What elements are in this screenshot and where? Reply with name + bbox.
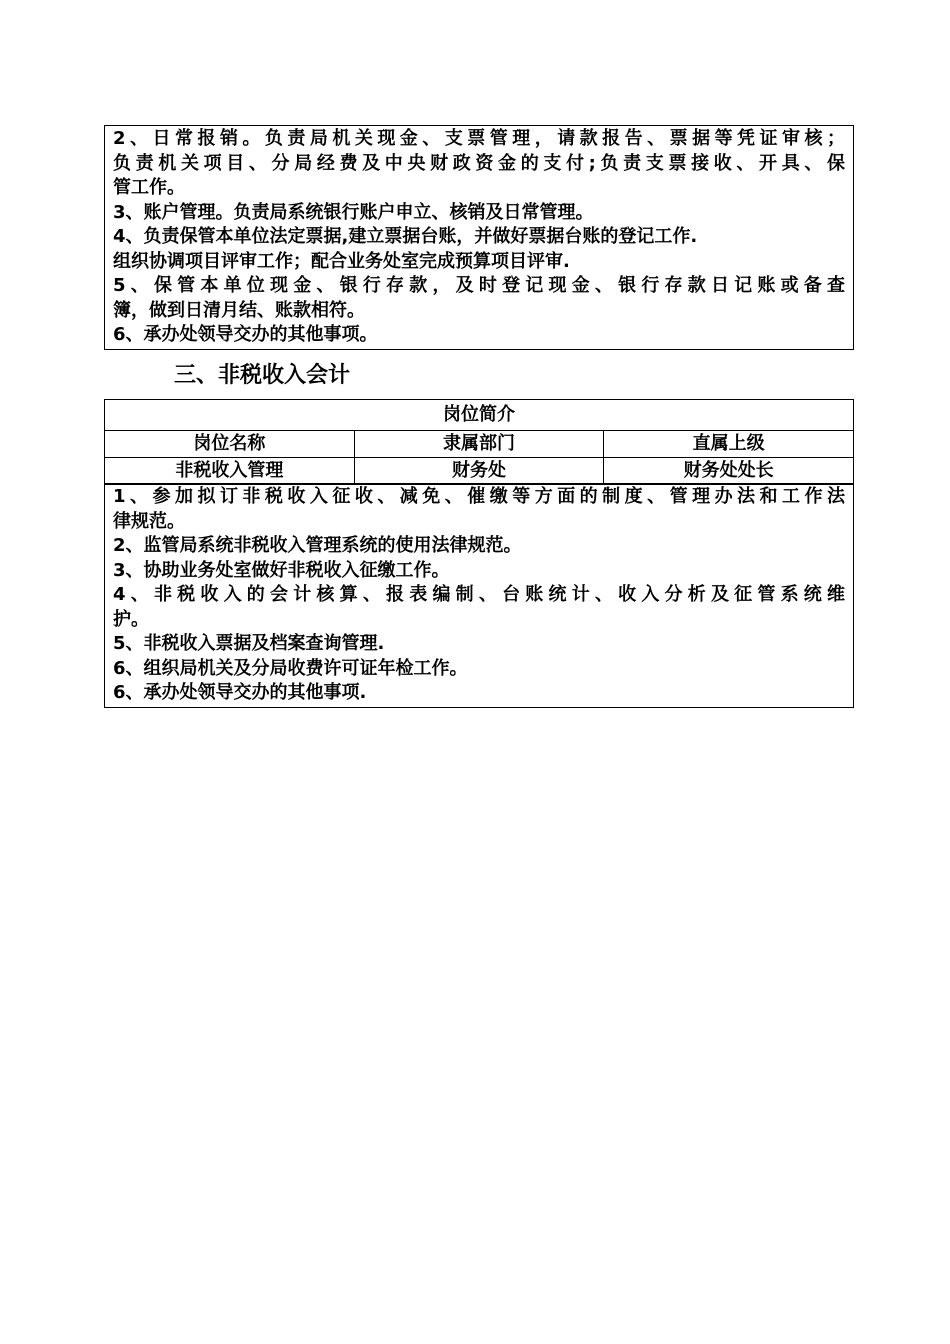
section-heading: 三、非税收入会计 <box>174 363 351 388</box>
duty-line: 管工作。 <box>113 177 185 198</box>
duty-line: 4、非税收入的会计核算、报表编制、台账统计、收入分析及征管系统维 <box>113 584 845 605</box>
value-department: 财务处 <box>354 458 604 485</box>
duty-line: 护。 <box>113 608 149 630</box>
duty-line: 6、组织局机关及分局收费许可证年检工作。 <box>113 657 468 679</box>
duty-line: 6、承办处领导交办的其他事项。 <box>113 324 378 345</box>
value-position-name: 非税收入管理 <box>105 458 355 485</box>
table-header-row <box>105 431 854 458</box>
table-row <box>105 458 854 485</box>
duty-line: 负责机关项目、分局经费及中央财政资金的支付;负责支票接收、开具、保 <box>113 152 845 174</box>
job-profile-table <box>104 399 854 485</box>
prev-duties-box <box>104 125 854 350</box>
header-position-name: 岗位名称 <box>105 431 355 458</box>
duty-line: 组织协调项目评审工作；配合业务处室完成预算项目评审. <box>113 250 570 272</box>
table-title: 岗位简介 <box>105 400 854 431</box>
duty-line: 律规范。 <box>113 510 185 532</box>
duty-line: 簿，做到日清月结、账款相符。 <box>113 299 365 321</box>
duty-line: 6、承办处领导交办的其他事项. <box>113 682 367 703</box>
duty-line: 2、监管局系统非税收入管理系统的使用法律规范。 <box>113 535 522 556</box>
duty-line: 2、日常报销。负责局机关现金、支票管理，请款报告、票据等凭证审核； <box>113 128 845 149</box>
duty-line: 3、协助业务处室做好非税收入征缴工作。 <box>113 559 450 581</box>
table-title-row <box>105 400 854 431</box>
duty-line: 5、非税收入票据及档案查询管理. <box>113 633 385 654</box>
header-department: 隶属部门 <box>354 431 604 458</box>
duty-line: 4、负责保管本单位法定票据,建立票据台账，并做好票据台账的登记工作. <box>113 226 698 247</box>
duty-line: 1、参加拟订非税收入征收、减免、催缴等方面的制度、管理办法和工作法 <box>113 486 845 507</box>
duty-line: 5、保管本单位现金、银行存款，及时登记现金、银行存款日记账或备查 <box>113 275 845 296</box>
duties-box <box>104 483 854 708</box>
value-supervisor: 财务处处长 <box>604 458 854 485</box>
duty-line: 3、账户管理。负责局系统银行账户申立、核销及日常管理。 <box>113 201 594 223</box>
header-supervisor: 直属上级 <box>604 431 854 458</box>
